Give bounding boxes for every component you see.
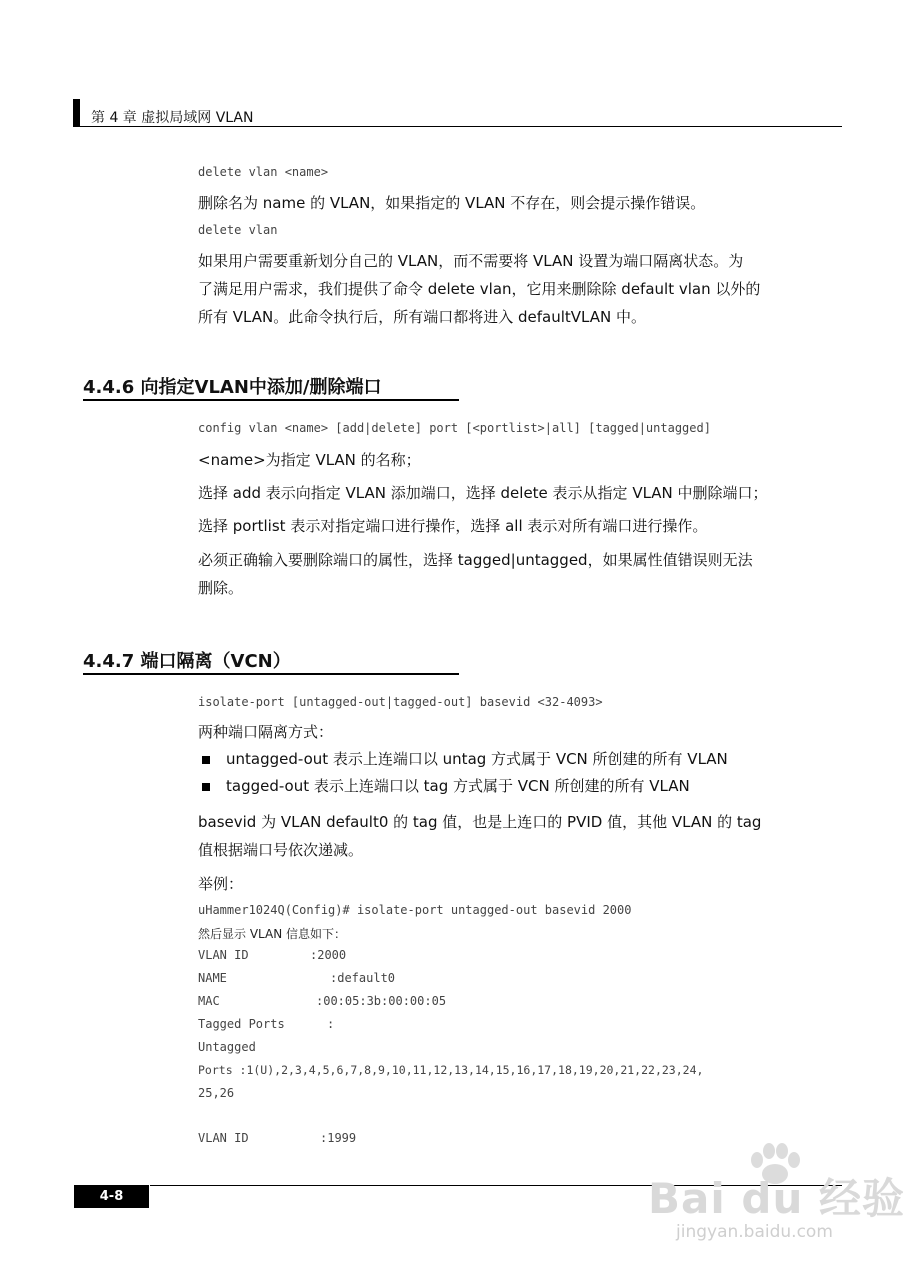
vlan-id-label: VLAN ID [198,948,249,962]
paragraph-add-delete: 选择 add 表示向指定 VLAN 添加端口，选择 delete 表示从指定 VLAN 中删除端口； [198,484,768,502]
page-number: 4-8 [74,1185,149,1208]
header-bar [73,99,80,126]
command-config-vlan: config vlan <name> [add|delete] port [<portlist>|all] [tagged|untagged] [198,421,711,435]
paragraph-line: basevid 为 VLAN default0 的 tag 值，也是上连口的 PVID 值，其他 VLAN 的 tag [198,813,762,831]
tagged-ports-label: Tagged Ports [198,1017,285,1031]
bullet-tagged-out: tagged-out 表示上连端口以 tag 方式属于 VCN 所创建的所有 VLAN [226,777,690,795]
tagged-ports-value: : [327,1017,335,1031]
bullet-icon [202,783,210,791]
bullet-icon [202,756,210,764]
paragraph-line: 所有 VLAN。此命令执行后，所有端口都将进入 defaultVLAN 中。 [198,308,646,326]
paragraph-line: 值根据端口号依次递减。 [198,841,364,859]
mac-label: MAC [198,994,220,1008]
paragraph-delete-name: 删除名为 name 的 VLAN，如果指定的 VLAN 不存在，则会提示操作错误。 [198,194,706,212]
example-label: 举例： [198,875,244,893]
paragraph-basevid [198,808,830,864]
bullet-untagged-out: untagged-out 表示上连端口以 untag 方式属于 VCN 所创建的所有 VLAN [226,750,728,768]
paragraph-line: 如果用户需要重新划分自己的 VLAN，而不需要将 VLAN 设置为端口隔离状态。为 [198,252,744,270]
command-delete-vlan-name: delete vlan <name> [198,165,329,179]
heading-underline [83,673,459,675]
paragraph-line: 了满足用户需求，我们提供了命令 delete vlan，它用来删除除 default vlan 以外的 [198,280,761,298]
header-rule [73,126,842,127]
watermark-logo: Bai du 经验 [648,1174,905,1223]
watermark-url: jingyan.baidu.com [676,1222,833,1242]
paragraph-delete-vlan [198,247,830,331]
name-label: NAME [198,971,227,985]
chapter-title: 第 4 章 虚拟局域网 VLAN [91,110,254,126]
mac-value: :00:05:3b:00:00:05 [316,994,447,1008]
name-value: :default0 [330,971,396,985]
heading-underline [83,399,459,401]
paragraph-attributes [198,546,830,602]
vlan-id2-label: VLAN ID [198,1131,249,1145]
then-show-label: 然后显示 VLAN 信息如下： [198,927,346,941]
paragraph-line: 删除。 [198,579,244,597]
example-command: uHammer1024Q(Config)# isolate-port untagged-out basevid 2000 [198,903,632,917]
command-delete-vlan: delete vlan [198,223,278,237]
paragraph-line: 必须正确输入要删除端口的属性，选择 tagged|untagged，如果属性值错误则无法 [198,551,753,569]
section-heading-4-4-7: 4.4.7 端口隔离（VCN） [83,651,291,672]
untagged-label: Untagged [198,1040,256,1054]
paragraph-isolation-modes: 两种端口隔离方式： [198,723,334,741]
section-heading-4-4-6: 4.4.6 向指定VLAN中添加/删除端口 [83,377,382,398]
paragraph-name-desc: <name>为指定 VLAN 的名称； [198,451,421,469]
vlan-id-value: :2000 [310,948,347,962]
command-isolate-port: isolate-port [untagged-out|tagged-out] basevid <32-4093> [198,695,603,709]
vlan-id2-value: :1999 [320,1131,357,1145]
paragraph-portlist: 选择 portlist 表示对指定端口进行操作，选择 all 表示对所有端口进行操作。 [198,517,708,535]
ports-line-continued: 25,26 [198,1086,235,1100]
ports-line: Ports :1(U),2,3,4,5,6,7,8,9,10,11,12,13,14,15,16,17,18,19,20,21,22,23,24, [198,1063,704,1077]
